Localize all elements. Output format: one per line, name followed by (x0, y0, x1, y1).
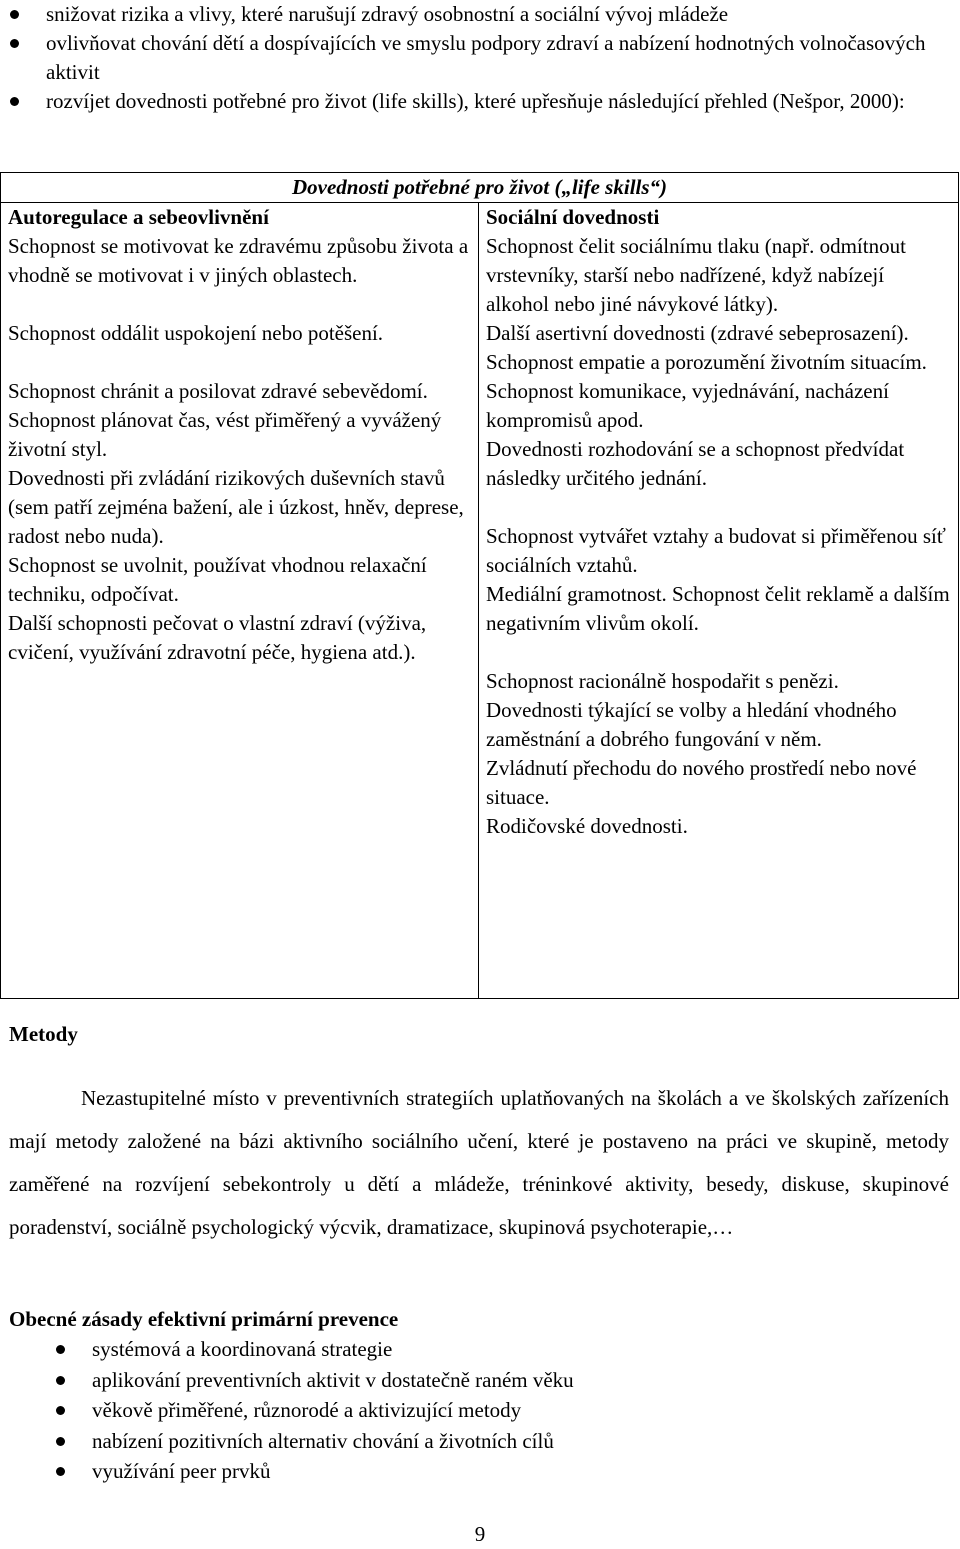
intro-bullet-list (8, 0, 953, 116)
table-title: Dovednosti potřebné pro život („life skills“) (1, 173, 959, 203)
right-item: Zvládnutí přechodu do nového prostředí nebo nové situace. (486, 756, 917, 809)
left-item: Schopnost se uvolnit, používat vhodnou relaxační techniku, odpočívat. (8, 553, 427, 606)
list-item: snižovat rizika a vlivy, které narušují zdravý osobnostní a sociální vývoj mládeže (8, 0, 953, 29)
methods-paragraph: Nezastupitelné místo v preventivních strategiích uplatňovaných na školách a ve školských zařízeních mají metody založené na bázi aktivního sociálního učení, které je postaveno na práci ve skupině, metody zaměřené na rozvíjení sebekontroly u dětí a mládeže, tréninkové aktivity, besedy, diskuse, skupinové poradenství, sociálně psychologický výcvik, dramatizace, skupinová psychoterapie,… (9, 1086, 949, 1239)
list-item: věkově přiměřené, různorodé a aktivizující metody (54, 1395, 574, 1426)
list-item: systémová a koordinovaná strategie (54, 1334, 574, 1365)
right-item: Schopnost vytvářet vztahy a budovat si přiměřenou síť sociálních vztahů. (486, 524, 946, 577)
left-column-heading: Autoregulace a sebeovlivnění (8, 205, 269, 229)
left-item: Schopnost plánovat čas, vést přiměřený a vyvážený životní styl. (8, 408, 442, 461)
right-column-heading: Sociální dovednosti (486, 205, 660, 229)
right-item: Schopnost racionálně hospodařit s penězi. (486, 669, 839, 693)
list-item: využívání peer prvků (54, 1456, 574, 1487)
right-item: Schopnost čelit sociálnímu tlaku (např. odmítnout vrstevníky, starší nebo nadřízené, když nabízejí alkohol nebo jiné návykové látky). (486, 234, 906, 316)
page-number: 9 (474, 1522, 486, 1546)
right-item: Schopnost komunikace, vyjednávání, nacházení kompromisů apod. (486, 379, 889, 432)
principles-heading: Obecné zásady efektivní primární prevence (9, 1307, 399, 1331)
left-item: Schopnost chránit a posilovat zdravé sebevědomí. (8, 379, 428, 403)
left-item: Dovednosti při zvládání rizikových duševních stavů (sem patří zejména bažení, ale i úzkost, hněv, deprese, radost nebo nuda). (8, 466, 464, 548)
right-item: Dovednosti týkající se volby a hledání vhodného zaměstnání a dobrého fungování v něm. (486, 698, 897, 751)
left-column (1, 203, 479, 999)
list-item: nabízení pozitivních alternativ chování a životních cílů (54, 1426, 574, 1457)
left-item: Schopnost oddálit uspokojení nebo potěšení. (8, 321, 384, 345)
list-item: rozvíjet dovednosti potřebné pro život (life skills), které upřesňuje následující přehled (Nešpor, 2000): (8, 87, 953, 116)
list-item: ovlivňovat chování dětí a dospívajících ve smyslu podpory zdraví a nabízení hodnotných volnočasových aktivit (8, 29, 953, 87)
right-item: Mediální gramotnost. Schopnost čelit reklamě a dalším negativním vlivům okolí. (486, 582, 950, 635)
right-column (479, 203, 959, 999)
life-skills-table (0, 172, 959, 999)
right-item: Rodičovské dovednosti. (486, 814, 688, 838)
principles-list (54, 1334, 574, 1487)
right-item: Dovednosti rozhodování se a schopnost předvídat následky určitého jednání. (486, 437, 905, 490)
left-item: Další schopnosti pečovat o vlastní zdraví (výživa, cvičení, využívání zdravotní péče, hygiena atd.). (8, 611, 427, 664)
right-item: Schopnost empatie a porozumění životním situacím. (486, 350, 927, 374)
list-item: aplikování preventivních aktivit v dostatečně raném věku (54, 1365, 574, 1396)
left-item: Schopnost se motivovat ke zdravému způsobu života a vhodně se motivovat i v jiných oblastech. (8, 234, 469, 287)
right-item: Další asertivní dovednosti (zdravé sebeprosazení). (486, 321, 909, 345)
methods-heading: Metody (9, 1022, 78, 1046)
